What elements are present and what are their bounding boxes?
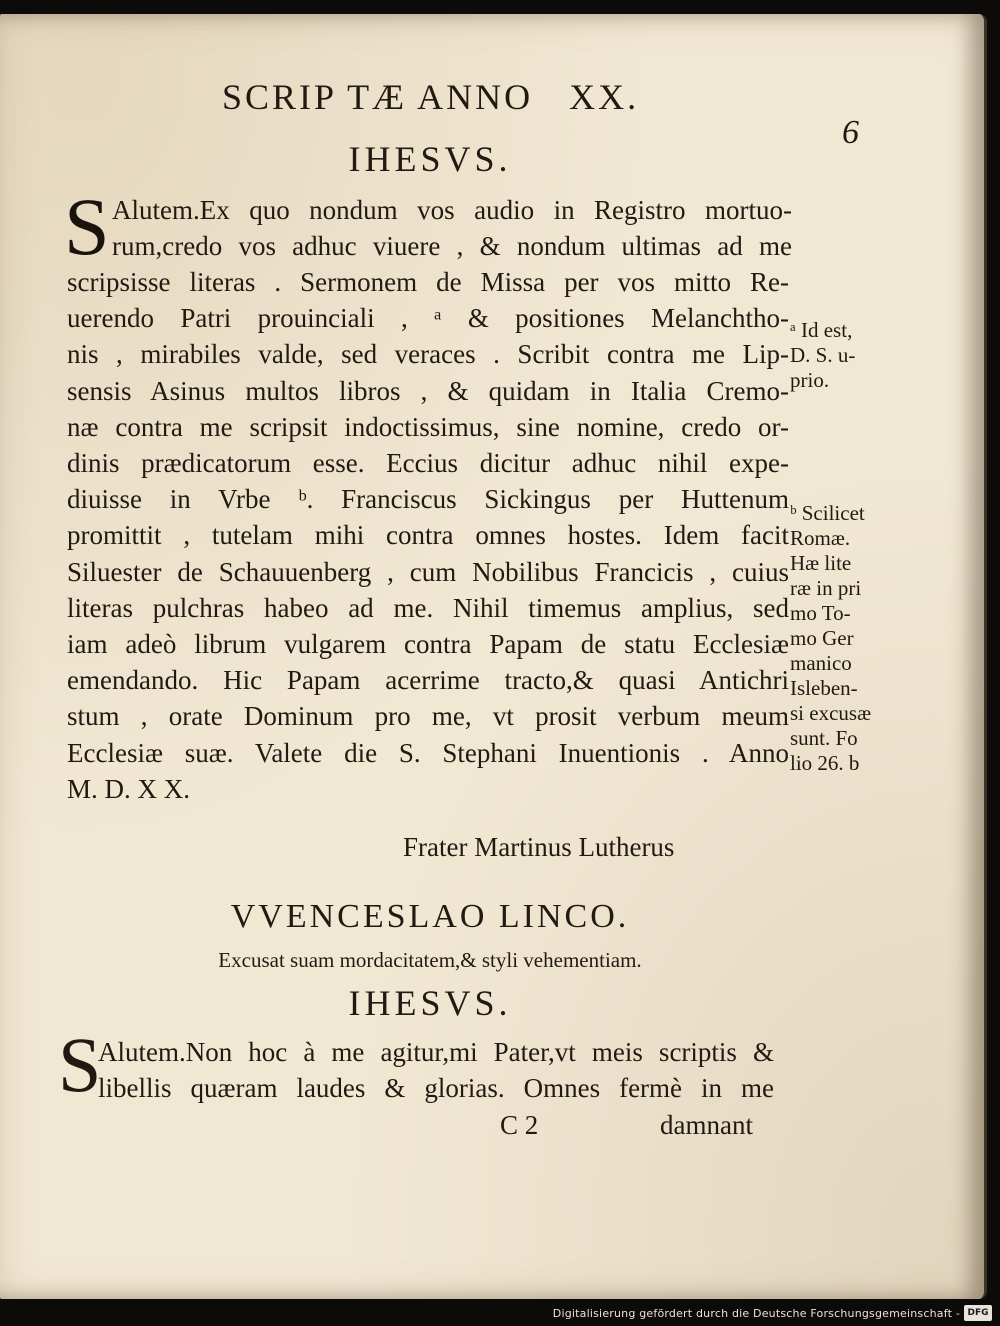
letter2-title: VVENCESLAO LINCO. <box>230 898 630 935</box>
margin-note-line: ᵃ Id est, <box>790 318 853 342</box>
letter2-subtitle: Excusat suam mordacitatem,& styli vehementiam. <box>218 948 642 972</box>
page-number: 6 <box>842 114 859 151</box>
letter2-initial: S <box>58 1021 102 1108</box>
letter1-line: stum , orate Dominum pro me, vt prosit verbum meum <box>67 701 789 732</box>
letter1-line: sensis Asinus multos libros , & quidam in Italia Cremo- <box>67 375 789 406</box>
catchline <box>0 1110 780 1150</box>
letter1-line: diuisse in Vrbe ᵇ. Franciscus Sickingus per Huttenum <box>67 484 789 515</box>
margin-note-line: ræ in pri <box>790 576 862 600</box>
letter1-line: scripsisse literas . Sermonem de Missa per vos mitto Re- <box>67 267 789 297</box>
letter1-line: M. D. X X. <box>67 773 191 804</box>
letter1-line: emendando. Hic Papam acerrime tracto,& quasi Antichri <box>67 665 789 696</box>
letter1-line: nis , mirabiles valde, sed veraces . Scribit contra me Lip- <box>67 339 789 370</box>
margin-note-line: manico <box>790 651 852 675</box>
margin-note-line: sunt. Fo <box>790 726 858 750</box>
letter1-line: uerendo Patri prouinciali , ᵃ & positiones Melanchtho- <box>67 303 789 334</box>
letter1-line: Alutem.Ex quo nondum vos audio in Registro mortuo- <box>112 195 792 225</box>
letter2-line: libellis quæram laudes & glorias. Omnes fermè in me <box>98 1073 774 1104</box>
letter1-body <box>112 192 792 228</box>
letter1-line: rum,credo vos adhuc viuere , & nondum ultimas ad me <box>112 231 792 261</box>
letter1-line: næ contra me scripsit indoctissimus, sine nomine, credo or- <box>67 411 789 442</box>
margin-note-line: D. S. u- <box>790 343 856 367</box>
margin-note-line: lio 26. b <box>790 751 860 775</box>
margin-note-line: Hæ lite <box>790 551 852 575</box>
letter1-body-cont <box>112 228 792 264</box>
dfg-logo: DFG <box>964 1305 992 1321</box>
running-header: SCRIP TÆ ANNO XX. <box>222 77 640 117</box>
letter1-signature: Frater Martinus Lutherus <box>403 832 675 862</box>
margin-note-b <box>790 501 890 776</box>
letter1-line: iam adeò librum vulgarem contra Papam de statu Ecclesiæ <box>67 629 789 660</box>
letter2-body <box>98 1034 774 1106</box>
margin-note-a <box>790 318 890 393</box>
letter2-heading: IHESVS. <box>348 983 512 1023</box>
letter1-heading: IHESVS. <box>348 139 512 179</box>
letter2-line: Alutem.Non hoc à me agitur,mi Pater,vt meis scriptis & <box>98 1037 774 1067</box>
letter1-line: dinis prædicatorum esse. Eccius dicitur adhuc nihil expe- <box>67 448 789 479</box>
margin-note-line: Romæ. <box>790 526 851 550</box>
digitization-credit: Digitalisierung gefördert durch die Deutsche Forschungsgemeinschaft - <box>552 1307 960 1320</box>
margin-note-line: mo Ger <box>790 626 854 650</box>
book-page <box>0 14 987 1299</box>
letter1-initial: S <box>64 181 110 272</box>
catchword: damnant <box>660 1110 753 1140</box>
letter1-line: Siluester de Schauuenberg , cum Nobilibus Francicis , cuius <box>67 556 789 587</box>
letter1-body-main <box>67 264 789 807</box>
margin-note-line: mo To- <box>790 601 851 625</box>
margin-note-line: si excusæ <box>790 701 872 725</box>
signature-mark: C 2 <box>500 1110 539 1140</box>
letter1-line: promittit , tutelam mihi contra omnes hostes. Idem facit <box>67 520 789 551</box>
margin-note-line: Isleben- <box>790 676 858 700</box>
margin-note-line: ᵇ Scilicet <box>790 501 865 525</box>
letter1-line: Ecclesiæ suæ. Valete die S. Stephani Inuentionis . Anno <box>67 737 789 768</box>
letter1-line: literas pulchras habeo ad me. Nihil timemus amplius, sed <box>67 592 789 623</box>
margin-note-line: prio. <box>790 368 830 392</box>
